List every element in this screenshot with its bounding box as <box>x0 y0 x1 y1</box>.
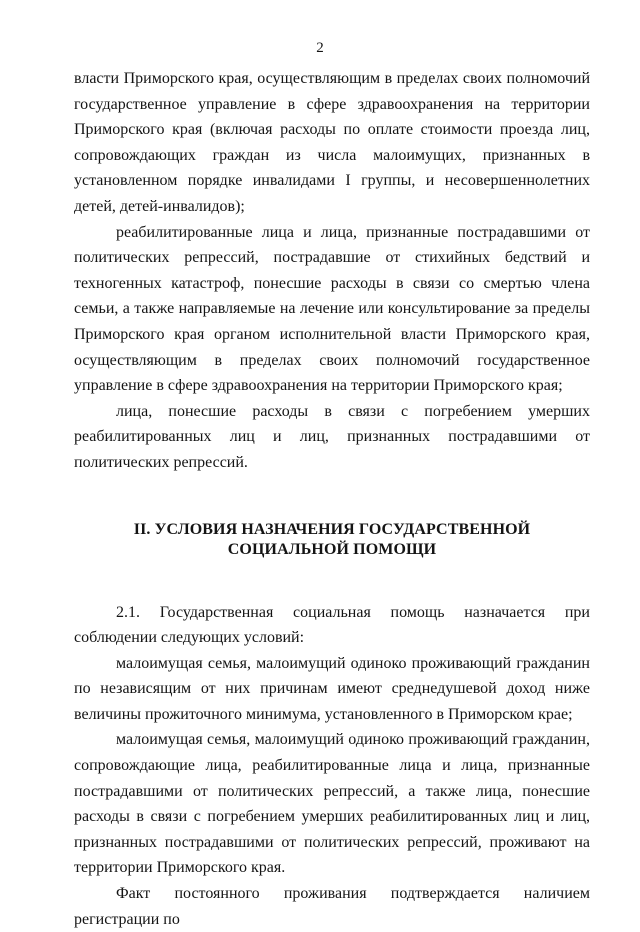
paragraph-continuation: власти Приморского края, осуществляющим в пределах своих полномочий государственное управление в сфере здравоохранения на территории Приморского края (включая расходы по оплате стоимости проезда лиц, сопровождающих граждан из числа малоимущих, признанных в установленном порядке инвалидами I группы, и несовершеннолетних детей, детей-инвалидов); <box>74 70 590 215</box>
paragraph-clause-2-1: 2.1. Государственная социальная помощь назначается при соблюдении следующих условий: <box>74 603 590 647</box>
paragraph-residence-proof: Факт постоянного проживания подтверждается наличием регистрации по <box>74 885 590 928</box>
document-body <box>74 66 590 932</box>
paragraph-rehabilitated-persons: реабилитированные лица и лица, признанные пострадавшими от политических репрессий, пострадавшие от стихийных бедствий и техногенных катастроф, понесшие расходы в связи со смертью члена семьи, а также направляемые на лечение или консультирование за пределы Приморского края органом исполнительной власти Приморского края, осуществляющим в пределах своих полномочий государственное управление в сфере здравоохранения на территории Приморского края; <box>74 223 590 395</box>
section-heading-line-2: СОЦИАЛЬНОЙ ПОМОЩИ <box>227 540 437 558</box>
section-heading <box>74 520 590 560</box>
section-heading-line-1: II. УСЛОВИЯ НАЗНАЧЕНИЯ ГОСУДАРСТВЕННОЙ <box>133 520 531 538</box>
page-number: 2 <box>316 40 324 56</box>
paragraph-low-income-condition: малоимущая семья, малоимущий одиноко проживающий гражданин по независящим от них причинам имеют среднедушевой доход ниже величины прожиточного минимума, установленного в Приморском крае; <box>74 654 590 723</box>
paragraph-residence-condition: малоимущая семья, малоимущий одиноко проживающий гражданин, сопровождающие лица, реабилитированные лица и лица, признанные пострадавшими от политических репрессий, а также лица, понесшие расходы в связи с погребением умерших реабилитированных лиц и лиц, признанных пострадавшими от политических репрессий, проживают на территории Приморского края. <box>74 731 590 877</box>
paragraph-burial-expenses: лица, понесшие расходы в связи с погребением умерших реабилитированных лиц и лиц, признанных пострадавшими от политических репрессий. <box>74 402 590 471</box>
